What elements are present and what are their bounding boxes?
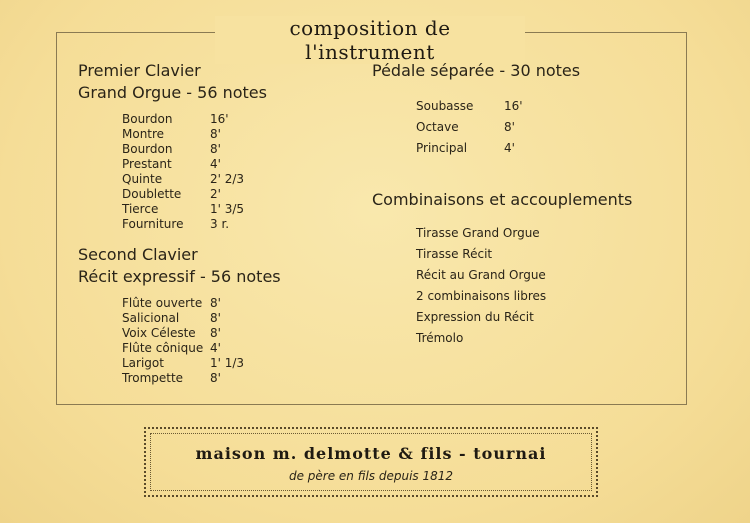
stop-row [122, 311, 358, 326]
combinaison-item: Tirasse Récit [416, 247, 493, 261]
right-column [372, 60, 672, 349]
stop-name: Doublette [122, 187, 182, 201]
stop-name: Prestant [122, 157, 172, 171]
grand-orgue-heading: Grand Orgue - 56 notes [78, 83, 267, 102]
stop-name: Octave [416, 120, 459, 134]
stop-row [122, 326, 358, 341]
stop-row [122, 142, 358, 157]
stop-size: 1' 1/3 [210, 356, 245, 370]
stop-name: Trompette [122, 371, 184, 385]
stop-name: Voix Céleste [122, 326, 196, 340]
combinaisons-list [416, 223, 672, 349]
stop-size: 8' [210, 326, 221, 340]
combinaison-item: Tirasse Grand Orgue [416, 226, 540, 240]
stop-row [416, 117, 672, 138]
stop-name: Bourdon [122, 112, 173, 126]
maker-since: de père en fils depuis 1812 [288, 469, 454, 483]
stop-row [122, 202, 358, 217]
combinaison-item: 2 combinaisons libres [416, 289, 547, 303]
stop-row [122, 296, 358, 311]
stop-row [122, 187, 358, 202]
stop-size: 8' [210, 127, 221, 141]
stop-size: 8' [210, 371, 221, 385]
stop-size: 16' [210, 112, 229, 126]
stop-size: 8' [210, 311, 221, 325]
second-clavier-heading: Second Clavier [78, 245, 198, 264]
premier-clavier-heading: Premier Clavier [78, 61, 201, 80]
stop-size: 8' [210, 142, 221, 156]
stop-name: Principal [416, 141, 468, 155]
grand-orgue-stops [122, 112, 358, 232]
stop-size: 4' [210, 341, 221, 355]
stop-size: 1' 3/5 [210, 202, 245, 216]
recit-heading: Récit expressif - 56 notes [78, 267, 281, 286]
stop-row [122, 127, 358, 142]
page-title: composition de l'instrument [215, 16, 525, 64]
maker-name: maison m. delmotte & fils - tournai [195, 444, 547, 463]
stop-size: 2' [210, 187, 221, 201]
stop-name: Bourdon [122, 142, 173, 156]
left-column [78, 60, 358, 386]
combinaison-item: Trémolo [416, 331, 464, 345]
pedale-heading: Pédale séparée - 30 notes [372, 61, 581, 80]
maker-plaque [144, 427, 598, 497]
stop-row [122, 341, 358, 356]
stop-name: Quinte [122, 172, 163, 186]
stop-size: 4' [504, 141, 515, 155]
stop-size: 8' [504, 120, 515, 134]
stop-name: Larigot [122, 356, 164, 370]
pedale-stops [416, 96, 672, 159]
stop-row [122, 157, 358, 172]
combinaison-item: Récit au Grand Orgue [416, 268, 546, 282]
stop-name: Montre [122, 127, 165, 141]
stop-size: 4' [210, 157, 221, 171]
stop-row [122, 112, 358, 127]
stop-name: Soubasse [416, 99, 474, 113]
title-wrap [215, 16, 525, 64]
stop-row [122, 217, 358, 232]
stop-size: 16' [504, 99, 523, 113]
stop-row [122, 371, 358, 386]
combinaison-item: Expression du Récit [416, 310, 534, 324]
stop-row [122, 356, 358, 371]
stop-size: 2' 2/3 [210, 172, 245, 186]
stop-size: 3 r. [210, 217, 230, 231]
stop-row [416, 138, 672, 159]
stop-row [122, 172, 358, 187]
recit-stops [122, 296, 358, 386]
combinaisons-heading: Combinaisons et accouplements [372, 190, 633, 209]
stop-row [416, 96, 672, 117]
stop-name: Flûte cônique [122, 341, 204, 355]
stop-size: 8' [210, 296, 221, 310]
stop-name: Tierce [122, 202, 159, 216]
stop-name: Salicional [122, 311, 180, 325]
stop-name: Flûte ouverte [122, 296, 203, 310]
stop-name: Fourniture [122, 217, 184, 231]
